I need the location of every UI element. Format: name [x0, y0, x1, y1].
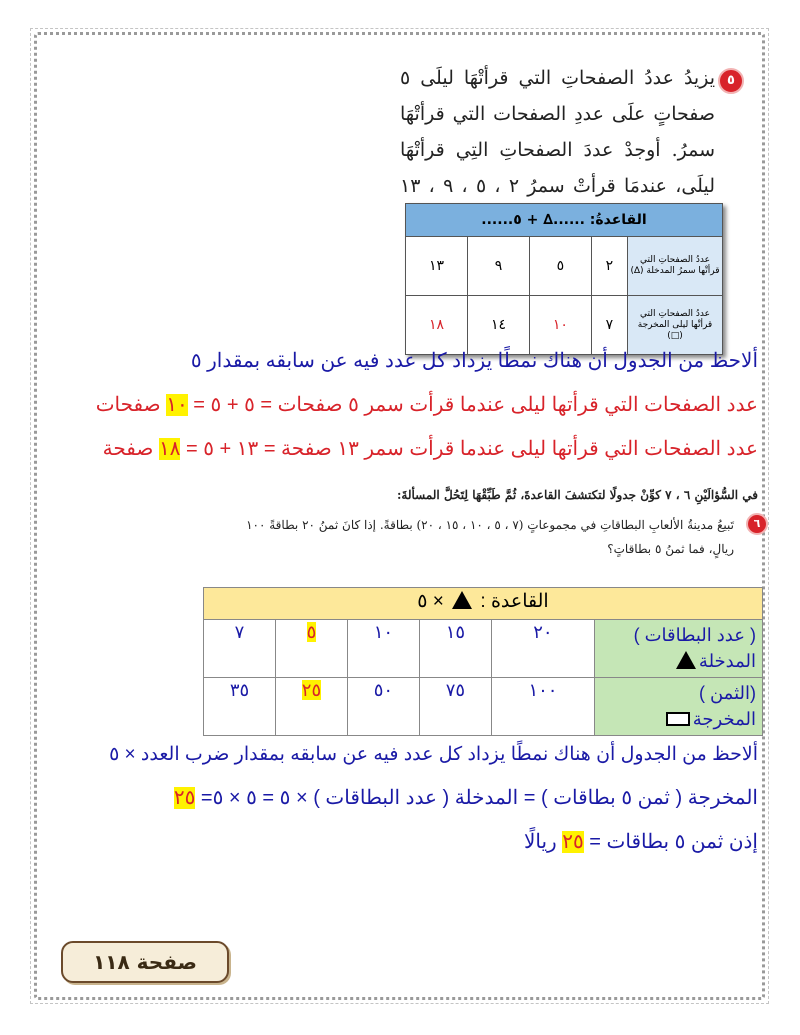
question-6-badge	[746, 513, 768, 535]
solution-5-line-1: ألاحظ من الجدول أن هناك نمطًا يزداد كل عدد فيه عن سابقه بمقدار ٥	[190, 350, 758, 372]
cards-table-rule: × ٥	[417, 591, 444, 612]
solution-5-line-2-text: عدد الصفحات التي قرأتها ليلى عندما قرأت سمر ٥ صفحات = ٥ + ٥ =	[193, 394, 758, 416]
solution-6-line-3-unit: ريالًا	[523, 831, 557, 853]
highlighted-value: ٥	[306, 622, 317, 642]
solution-5-line-3-text: عدد الصفحات التي قرأتها ليلى عندما قرأت سمر ١٣ صفحة = ١٣ + ٥ =	[185, 438, 758, 460]
table-cell: ١٠٠	[491, 678, 594, 736]
table-cell: ١٤	[468, 296, 530, 355]
triangle-icon	[452, 591, 472, 609]
cards-table	[203, 587, 763, 736]
pages-table-header: القاعدةُ: ......∆ + ٥......	[406, 204, 723, 237]
highlighted-value: ٢٥	[301, 680, 322, 700]
square-icon	[666, 712, 690, 726]
cards-table-rule-label: القاعدة :	[480, 591, 549, 612]
question-6-number: ٦	[753, 517, 761, 530]
pages-table-output-label: عددُ الصفحاتِ التي قرأتْها ليلى المخرجة (□)	[628, 296, 723, 355]
solution-6-answer-1: ٢٥	[173, 787, 196, 809]
question-5-text: يزيدُ عددُ الصفحاتِ التي قرأتْهَا ليلَى ٥ صفحاتٍ علَى عددِ الصفحات التي قرأتْهَا سمرُ. أوجدْ عددَ الصفحاتِ التِي قرأتْهَا ليلَى، عندمَا قرأتْ سمرُ ٢ ، ٥ ، ٩ ، ١٣	[400, 67, 715, 197]
question-5-number: ٥	[727, 73, 735, 88]
table-cell: ٧	[204, 620, 276, 678]
table-cell: ١٠	[347, 620, 419, 678]
instruction-text: في السُّؤالَيْنِ ٦ ، ٧ كوِّنْ جدولًا لتكتشفَ القاعدةَ، ثُمَّ طَبِّقْهَا لِتَحُلَّ المسألةَ:	[396, 488, 758, 502]
table-cell: ٢	[591, 237, 627, 296]
solution-6-line-2	[174, 785, 758, 810]
table-cell: ١٥	[419, 620, 491, 678]
solution-6-line-3-text: إذن ثمن ٥ بطاقات =	[589, 831, 758, 853]
cards-output-sub: المخرجة	[692, 709, 756, 729]
table-cell-highlight	[275, 678, 347, 736]
question-6-line-1: تَبيعُ مدينةُ الألعابِ البطاقاتِ في مجموعاتٍ (٧ ، ٥ ، ١٠ ، ١٥ ، ٢٠) بطاقةً. إذا كانَ ثمنُ ٢٠ بطاقةً ١٠٠	[246, 518, 734, 532]
solution-5-answer-1: ١٠	[166, 394, 188, 416]
cards-input-title: ( عدد البطاقات )	[633, 625, 756, 645]
triangle-icon	[676, 651, 696, 669]
question-5-badge	[718, 68, 744, 94]
pages-table	[405, 203, 723, 355]
pages-table-input-label: عددُ الصفحاتِ التي قرأتْها سمرُ المدخلة (∆)	[628, 237, 723, 296]
table-cell: ٢٠	[491, 620, 594, 678]
solution-5-answer-2: ١٨	[158, 438, 181, 460]
solution-6-line-2-text: المخرجة ( ثمن ٥ بطاقات ) = المدخلة ( عدد البطاقات ) × ٥ = ٥ × ٥=	[200, 787, 758, 809]
solution-6-line-3	[524, 829, 758, 854]
solution-6-line-1: ألاحظ من الجدول أن هناك نمطًا يزداد كل عدد فيه عن سابقه بمقدار ضرب العدد × ٥	[109, 744, 758, 765]
table-cell: ٥	[529, 237, 591, 296]
solution-6-answer-2: ٢٥	[562, 831, 584, 853]
table-cell: ٣٥	[204, 678, 276, 736]
solution-5-line-2	[96, 392, 758, 417]
solution-5-line-3-unit: صفحة	[102, 438, 154, 460]
table-cell: ٩	[468, 237, 530, 296]
solution-5-line-3	[103, 436, 758, 461]
cards-table-output-label	[595, 678, 763, 736]
table-cell: ١٣	[406, 237, 468, 296]
cards-input-sub: المدخلة	[698, 651, 756, 671]
table-cell: ٧	[591, 296, 627, 355]
cards-output-title: (الثمن )	[698, 683, 756, 703]
cards-table-input-label	[595, 620, 763, 678]
table-cell: ٥٠	[347, 678, 419, 736]
table-cell-highlight	[275, 620, 347, 678]
table-cell-answer: ١٠	[529, 296, 591, 355]
question-6-line-2: ريالٍ، فما ثمنُ ٥ بطاقاتٍ؟	[607, 542, 734, 556]
cards-table-header	[204, 588, 763, 620]
table-cell: ٧٥	[419, 678, 491, 736]
page-number: صفحة ١١٨	[61, 941, 229, 983]
table-cell-answer: ١٨	[406, 296, 468, 355]
solution-5-line-2-unit: صفحات	[95, 394, 161, 416]
